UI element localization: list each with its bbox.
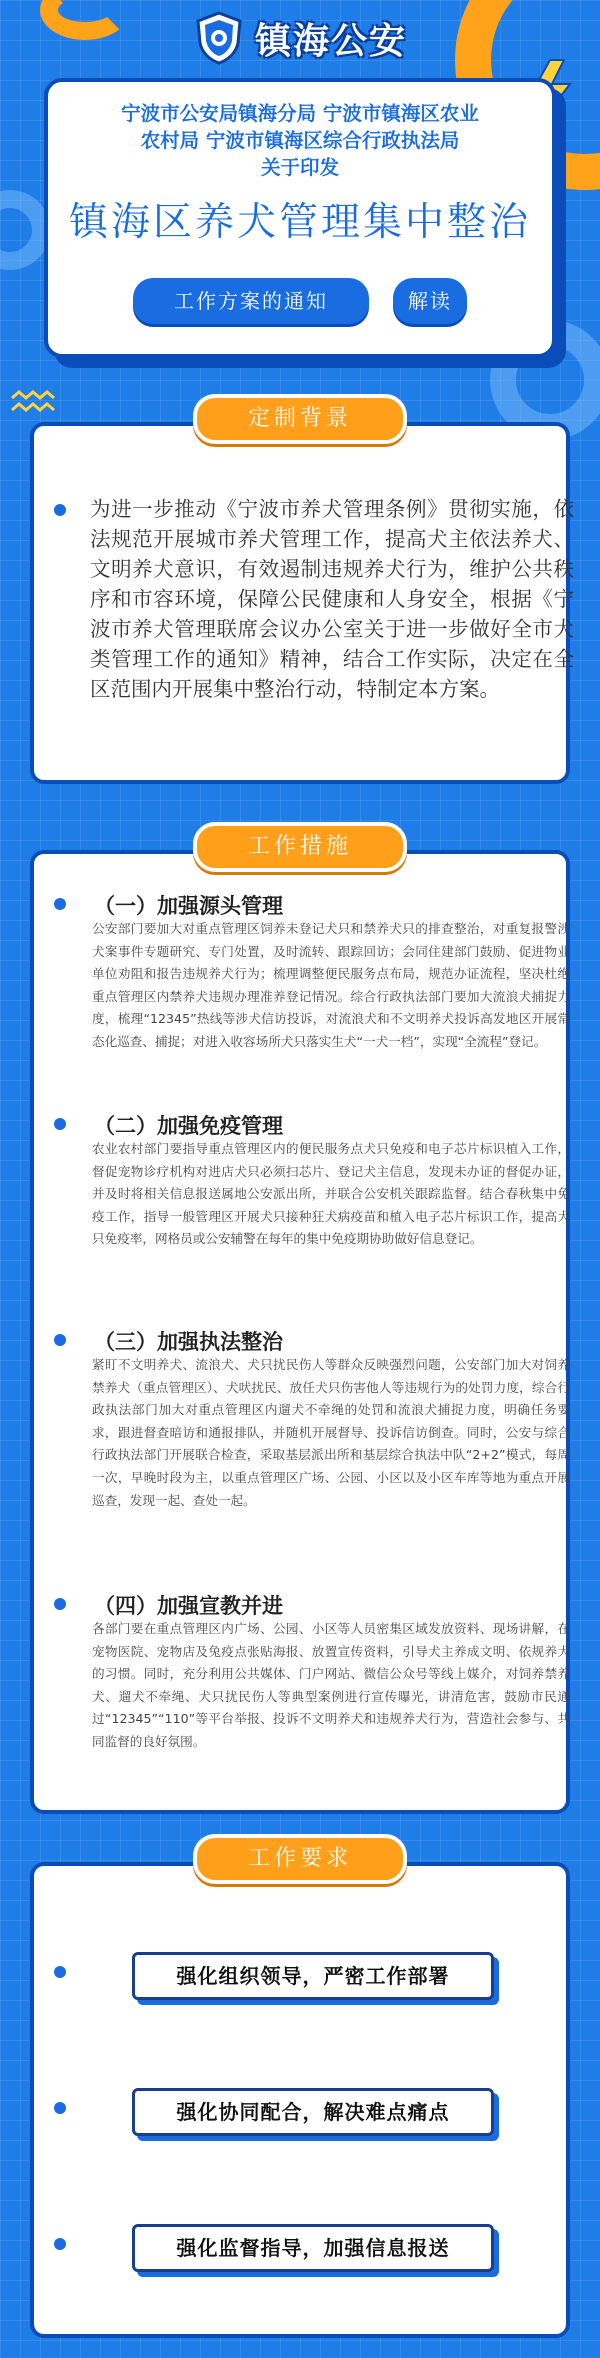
header-card [44, 78, 556, 358]
bullet-dot [54, 2238, 66, 2250]
measure-body: 紧盯不文明养犬、流浪犬、犬只扰民伤人等群众反映强烈问题，公安部门加大对饲养禁养犬（重点管理区）、犬吠扰民、放任犬只伤害他人等违规行为的处罚力度，综合行政执法部门加大对重点管理区内遛犬不牵绳的处罚和流浪犬捕捉力度，明确任务要求，跟进督查暗访和通报排队，并随机开展督导、投诉信访倒查。同时，公安与综合行政执法部门开展联合检查，采取基层派出所和基层综合执法中队“2+2”模式，每周一次，早晚时段为主，以重点管理区广场、公园、小区以及小区车库等地为重点开展巡查，发现一起、查处一起。 [92, 1357, 570, 1508]
requirement-item: 强化监督指导，加强信息报送 [132, 2224, 494, 2272]
section-tab-background: 定制背景 [193, 394, 407, 444]
measure-heading: （四）加强宣教并进 [94, 1594, 283, 1618]
page-title: 镇海区养犬管理集中整治 [68, 200, 531, 245]
bullet-dot [54, 2102, 66, 2114]
measures-card [30, 850, 570, 1814]
logo [0, 8, 600, 68]
measure-heading: （一）加强源头管理 [94, 894, 283, 918]
police-shield-icon [193, 10, 245, 66]
measure-body: 农业农村部门要指导重点管理区内的便民服务点犬只免疫和电子芯片标识植入工作，督促宠物诊疗机构对进店犬只必须扫芯片、登记犬主信息，发现未办证的督促办证，并及时将相关信息报送属地公安派出所，并联合公安机关跟踪监督。结合春秋集中免疫工作，指导一般管理区开展犬只接种狂犬病疫苗和植入电子芯片标识工作，提高犬只免疫率，网格员或公安辅警在每年的集中免疫期协助做好信息登记。 [92, 1141, 570, 1247]
section-tab-requirements: 工作要求 [193, 1834, 407, 1884]
measure-heading: （二）加强免疫管理 [94, 1114, 283, 1138]
bullet-dot [54, 504, 66, 516]
header-line: 农村局 宁波市镇海区综合行政执法局 [140, 129, 460, 152]
bullet-dot [54, 1118, 66, 1130]
notice-button[interactable]: 工作方案的通知 [133, 278, 369, 324]
background-text: 为进一步推动《宁波市养犬管理条例》贯彻实施，依法规范开展城市养犬管理工作，提高犬主依法养犬、文明养犬意识，有效遏制违规养犬行为，维护公共秩序和市容环境，保障公民健康和人身安全，根据《宁波市养犬管理联席会议办公室关于进一步做好全市犬类管理工作的通知》精神，结合工作实际，决定在全区范围内开展集中整治行动，特制定本方案。 [90, 497, 574, 701]
bullet-dot [54, 1966, 66, 1978]
interpretation-button[interactable]: 解读 [393, 278, 467, 324]
measure-body: 各部门要在重点管理区内广场、公园、小区等人员密集区域发放资料、现场讲解，在宠物医院、宠物店及兔疫点张贴海报、放置宣传资料，引导犬主养成文明、依规养犬的习惯。同时，充分利用公共媒体、门户网站、微信公众号等线上媒介，对饲养禁养犬、遛犬不牵绳、犬只扰民伤人等典型案例进行宣传曝光，讲清危害，鼓励市民通过“12345”“110”等平台举报、投诉不文明养犬和违规养犬行为，营造社会参与、共同监督的良好氛围。 [92, 1621, 570, 1749]
bullet-dot [54, 898, 66, 910]
bullet-dot [54, 1334, 66, 1346]
header-line: 关于印发 [260, 156, 339, 179]
requirement-item: 强化协同配合，解决难点痛点 [132, 2088, 494, 2136]
logo-text: 镇海公安 [254, 20, 407, 62]
zigzag-icon [10, 390, 56, 416]
background-card [30, 422, 574, 784]
measure-body: 公安部门要加大对重点管理区饲养未登记犬只和禁养犬只的排查整治，对重复报警涉犬案事件专题研究、专门处置，及时流转、跟踪回访；会同住建部门鼓励、促进物业单位劝阻和报告违规养犬行为；梳理调整便民服务点布局，规范办证流程，坚决杜绝重点管理区内禁养犬违规办理准养登记情况。综合行政执法部门要加大流浪犬捕捉力度，梳理“12345”热线等涉犬信访投诉，对流浪犬和不文明养犬投诉高发地区开展常态化巡查、捕捉；对进入收容场所犬只落实生犬“一犬一档”，实现“全流程”登记。 [92, 921, 570, 1049]
bullet-dot [54, 1598, 66, 1610]
header-line: 宁波市公安局镇海分局 宁波市镇海区农业 [121, 102, 479, 125]
decorative-ring-small [0, 190, 50, 270]
requirement-item: 强化组织领导，严密工作部署 [132, 1952, 494, 2000]
section-tab-measures: 工作措施 [193, 822, 407, 872]
measure-heading: （三）加强执法整治 [94, 1330, 283, 1354]
